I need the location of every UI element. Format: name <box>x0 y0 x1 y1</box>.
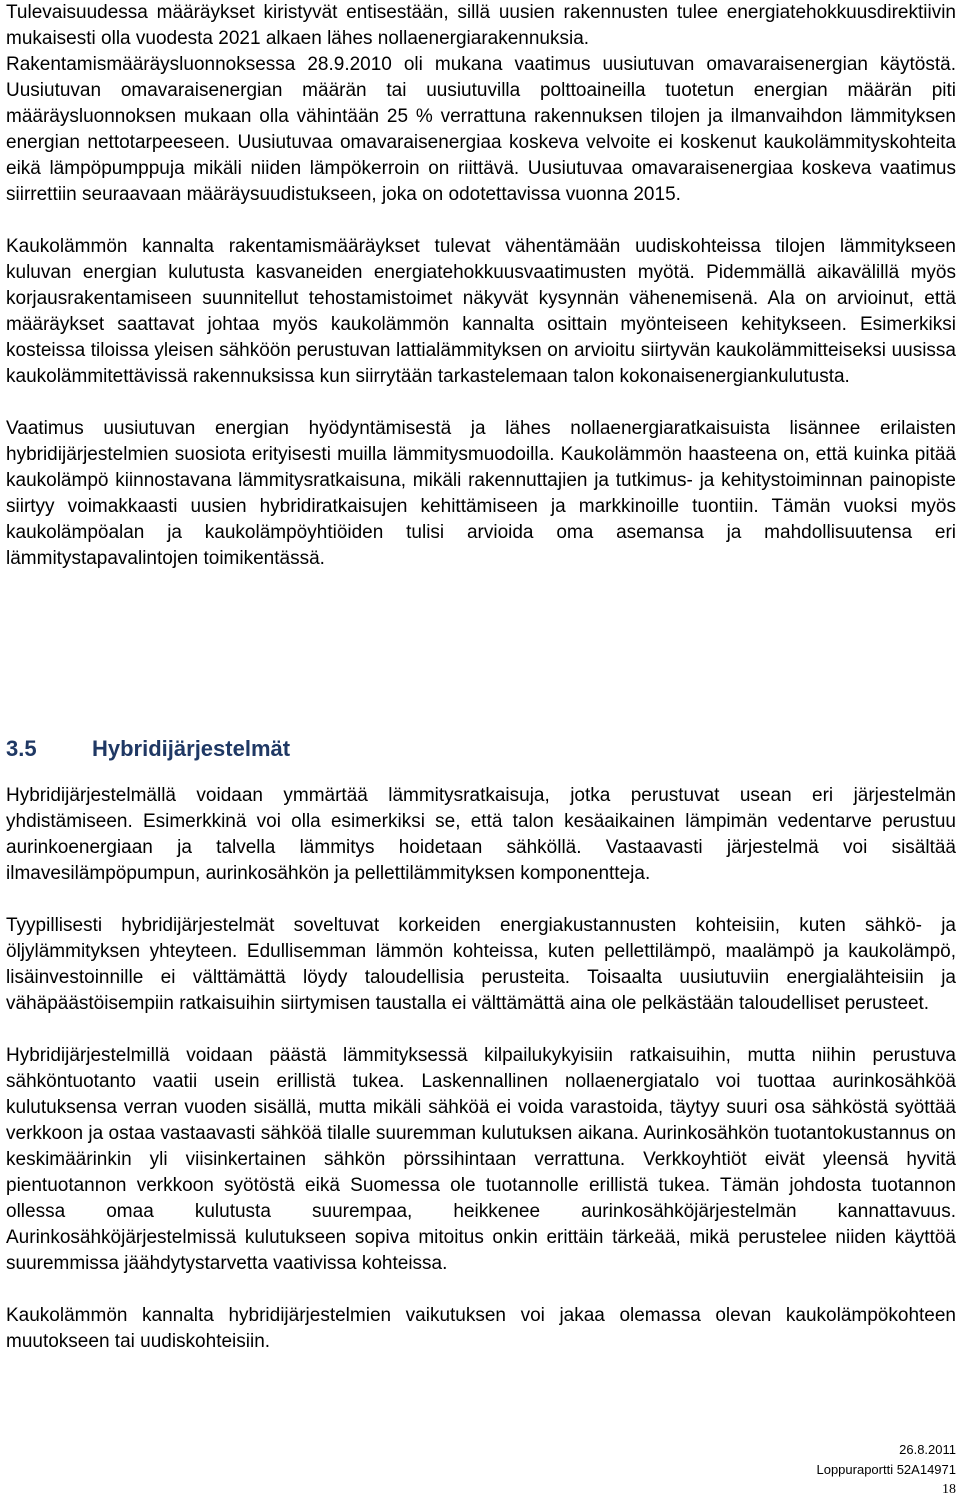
paragraph-district-heating-impact: Kaukolämmön kannalta rakentamismääräykset tulevat vähentämään uudiskohteissa tilojen lämmitykseen kuluvan energian kulutusta kasvaneiden energiatehokkuusvaatimusten myötä. Pidemmällä aikavälillä myös korjausrakentamiseen suunnitellut tehostamistoimet näkyvät kysynnän vähenemisenä. Ala on arvioinut, että määräykset saattavat johtaa myös kaukolämmön kannalta osittain myönteiseen kehitykseen. Esimerkiksi kosteissa tiloissa yleisen sähköön perustuvan lattialämmityksen on arvioitu siirtyvän kaukolämmitteiseksi uusissa kaukolämmitettävissä rakennuksissa kun siirrytään tarkastelemaan talon kokonaisenergiankulutusta. <box>6 236 956 387</box>
footer-date: 26.8.2011 <box>899 1442 956 1457</box>
paragraph-renewable-requirement: Vaatimus uusiutuvan energian hyödyntämisestä ja lähes nollaenergiaratkaisuista lisännee erilaisten hybridijärjestelmien suosiota erityisesti muilla lämmitysmuodoilla. Kaukolämmön haasteena on, että kuinka pitää kaukolämpö kiinnostavana lämmitysratkaisuna, mikäli rakennuttajien ja tutkimus- ja kehitystoiminnan painopiste siirtyy voimakkaasti uusien hybridiratkaisujen kehittämiseen ja markkinoille tuontiin. Tämän vuoksi myös kaukolämpöalan ja kaukolämpöyhtiöiden tulisi arvioida oma asemansa ja mahdollisuutensa eri lämmitystapavalintojen toimikentässä. <box>6 418 956 569</box>
paragraph-regulations-future: Tulevaisuudessa määräykset kiristyvät entisestään, sillä uusien rakennusten tulee energiatehokkuusdirektiivin mukaisesti olla vuodesta 2021 alkaen lähes nollaenergiarakennuksia. <box>6 2 956 49</box>
section-heading <box>6 735 290 763</box>
paragraph-hybrid-typical: Tyypillisesti hybridijärjestelmät soveltuvat korkeiden energiakustannusten kohteisiin, kuten sähkö- ja öljylämmityksen yhteyteen. Edullisemman lämmön kohteissa, kuten pellettilämpö, maalämpö ja kaukolämpö, lisäinvestoinnille ei välttämättä löydy taloudellisia perusteita. Toisaalta uusiutuviin energialähteisiin ja vähäpäästöisempiin ratkaisuihin siirtymisen taustalla ei välttämättä aina ole pelkästään taloudelliset perusteet. <box>6 915 956 1014</box>
body-text-top <box>6 0 956 572</box>
paragraph-hybrid-definition: Hybridijärjestelmällä voidaan ymmärtää lämmitysratkaisuja, jotka perustuvat usean eri järjestelmän yhdistämiseen. Esimerkkinä voi olla esimerkiksi se, että talon kesäaikainen lämpimän vedentarve perustuu aurinkoenergiaan ja talvella lämmitys hoidetaan sähköllä. Vastaavasti järjestelmä voi sisältää ilmavesilämpöpumpun, aurinkosähkön ja pellettilämmityksen komponentteja. <box>6 785 956 884</box>
page-footer <box>816 1440 956 1500</box>
section-number: 3.5 <box>6 736 37 761</box>
body-text-bottom <box>6 783 956 1355</box>
section-title: Hybridijärjestelmät <box>92 736 291 761</box>
paragraph-draft-regulation: Rakentamismääräysluonnoksessa 28.9.2010 oli mukana vaatimus uusiutuvan omavaraisenergian käytöstä. Uusiutuvan omavaraisenergian määrän tai uusiutuvilla polttoaineilla tuotetun energian määrän piti määräysluonnoksen mukaan olla vähintään 25 % verrattuna rakennuksen tilojen ja ilmanvaihdon lämmityksen energian nettotarpeeseen. Uusiutuvaa omavaraisenergiaa koskeva velvoite ei koskenut kaukolämmityskohteita eikä lämpöpumppuja mikäli niiden lämpökerroin on riittävä. Uusiutuvaa omavaraisenergiaa koskeva vaatimus siirrettiin seuraavaan määräysuudistukseen, joka on odotettavissa vuonna 2015. <box>6 54 956 205</box>
page-number: 18 <box>942 1482 956 1497</box>
footer-report-id: Loppuraportti 52A14971 <box>816 1462 956 1477</box>
paragraph-hybrid-electricity: Hybridijärjestelmillä voidaan päästä lämmityksessä kilpailukykyisiin ratkaisuihin, mutta niihin perustuva sähköntuotanto vaatii usein erillistä tukea. Laskennallinen nollaenergiatalo voi tuottaa aurinkosähköä kulutuksensa verran vuoden sisällä, mutta mikäli sähköä ei voida varastoida, täytyy suuri osa sähköstä syöttää verkkoon ja ostaa vastaavasti sähköä tilalle suuremman kulutuksen aikana. Aurinkosähkön tuotantokustannus on keskimäärinkin yli viisinkertainen sähkön pörssihintaan verrattuna. Verkkoyhtiöt eivät yleensä hyvitä pientuotannon verkkoon syötöstä eikä Suomessa ole tuotannolle erillistä tukea. Tämän johdosta tuotannon ollessa omaa kulutusta suurempaa, heikkenee aurinkosähköjärjestelmän kannattavuus. Aurinkosähköjärjestelmissä kulutukseen sopiva mitoitus onkin erittäin tärkeää, mikä perustelee niiden käyttöä suuremmissa jäähdytystarvetta vaativissa kohteissa. <box>6 1045 956 1274</box>
paragraph-hybrid-district-heating: Kaukolämmön kannalta hybridijärjestelmien vaikutuksen voi jakaa olemassa olevan kaukolämpökohteen muutokseen tai uudiskohteisiin. <box>6 1305 956 1352</box>
